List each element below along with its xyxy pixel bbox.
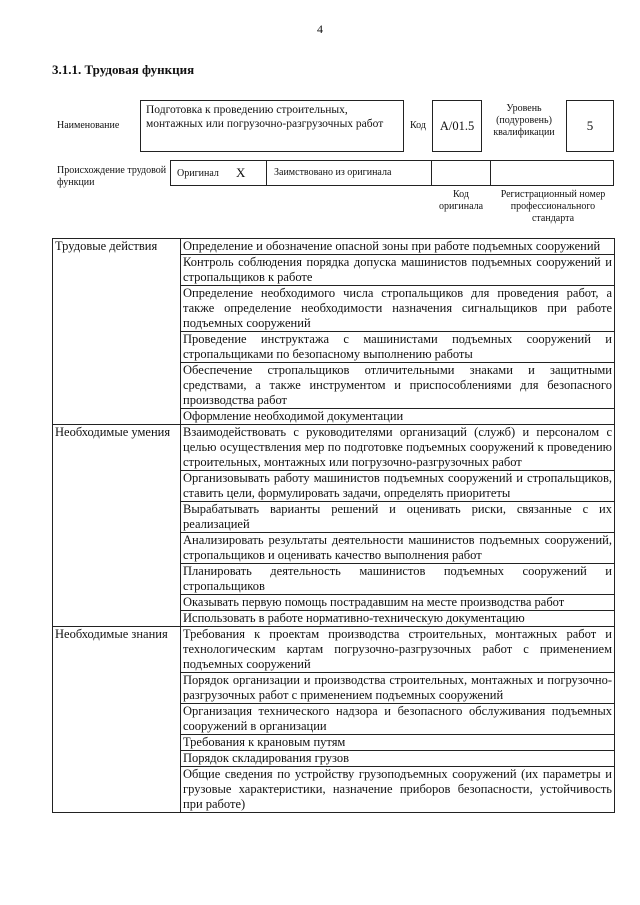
- borrowed-label: Заимствовано из оригинала: [274, 167, 392, 178]
- list-item: Требования к проектам производства строительных, монтажных работ и технологическим картам погрузочно-разгрузочных работ с применением подъемных сооружений: [181, 627, 615, 673]
- level-value: 5: [566, 100, 614, 152]
- list-item: Определение и обозначение опасной зоны при работе подъемных сооружений: [181, 239, 615, 255]
- section-title: 3.1.1. Трудовая функция: [52, 62, 195, 77]
- list-item: Порядок организации и производства строительных, монтажных и погрузочно-разгрузочных работ с применением подъемных сооружений: [181, 673, 615, 704]
- list-item: Общие сведения по устройству грузоподъемных сооружений (их параметры и грузовые характеристики, назначение приборов безопасности, устойчивость при работе): [181, 767, 615, 813]
- level-label: Уровень (подуровень) квалификации: [493, 103, 555, 138]
- list-item: Вырабатывать варианты решений и оценивать риски, связанные с их реализацией: [181, 502, 615, 533]
- code-original-caption: Код оригинала: [438, 189, 484, 212]
- list-item: Требования к крановым путям: [181, 735, 615, 751]
- section-label: Необходимые умения: [53, 425, 181, 627]
- list-item: Организация технического надзора и безопасного обслуживания подъемных сооружений в организации: [181, 704, 615, 735]
- list-item: Оказывать первую помощь пострадавшим на месте производства работ: [181, 595, 615, 611]
- table-row: [53, 627, 615, 673]
- original-label: Оригинал: [177, 168, 219, 179]
- table-row: [53, 425, 615, 471]
- list-item: Контроль соблюдения порядка допуска машинистов подъемных сооружений и стропальщиков к работе: [181, 255, 615, 286]
- list-item: Анализировать результаты деятельности машинистов подъемных сооружений, стропальщиков и оценивать качество выполнения работ: [181, 533, 615, 564]
- table-row: [53, 239, 615, 255]
- page-number: 4: [317, 22, 323, 36]
- function-table: [52, 238, 615, 813]
- code-label: Код: [410, 120, 426, 131]
- section-label: Трудовые действия: [53, 239, 181, 425]
- section-label: Необходимые знания: [53, 627, 181, 813]
- list-item: Оформление необходимой документации: [181, 409, 615, 425]
- list-item: Обеспечение стропальщиков отличительными знаками и защитными средствами, а также инструментом и приспособлениями для безопасного производства работ: [181, 363, 615, 409]
- original-mark: X: [236, 165, 246, 180]
- original-cell: [170, 160, 267, 186]
- code-original-cell: [431, 160, 491, 186]
- list-item: Проведение инструктажа с машинистами подъемных сооружений и стропальщиками по безопасному выполнению работы: [181, 332, 615, 363]
- list-item: Использовать в работе нормативно-техническую документацию: [181, 611, 615, 627]
- list-item: Организовывать работу машинистов подъемных сооружений и стропальщиков, ставить цели, формулировать задачи, определять приоритеты: [181, 471, 615, 502]
- list-item: Порядок складирования грузов: [181, 751, 615, 767]
- name-label: Наименование: [57, 120, 120, 131]
- origin-label: Происхождение трудовой функции: [57, 165, 167, 188]
- name-value: Подготовка к проведению строительных, монтажных или погрузочно-разгрузочных работ: [140, 100, 404, 152]
- list-item: Определение необходимого числа стропальщиков для проведения работ, а также определение необходимости назначения сигнальщиков при работе подъемных сооружений: [181, 286, 615, 332]
- code-value: A/01.5: [432, 100, 482, 152]
- reg-number-caption: Регистрационный номер профессионального стандарта: [500, 189, 606, 224]
- list-item: Планировать деятельность машинистов подъемных сооружений и стропальщиков: [181, 564, 615, 595]
- list-item: Взаимодействовать с руководителями организаций (служб) и персоналом с целью осуществления мер по подготовке подъемных сооружений к проведению строительных, монтажных или погрузочно-разгрузочных работ: [181, 425, 615, 471]
